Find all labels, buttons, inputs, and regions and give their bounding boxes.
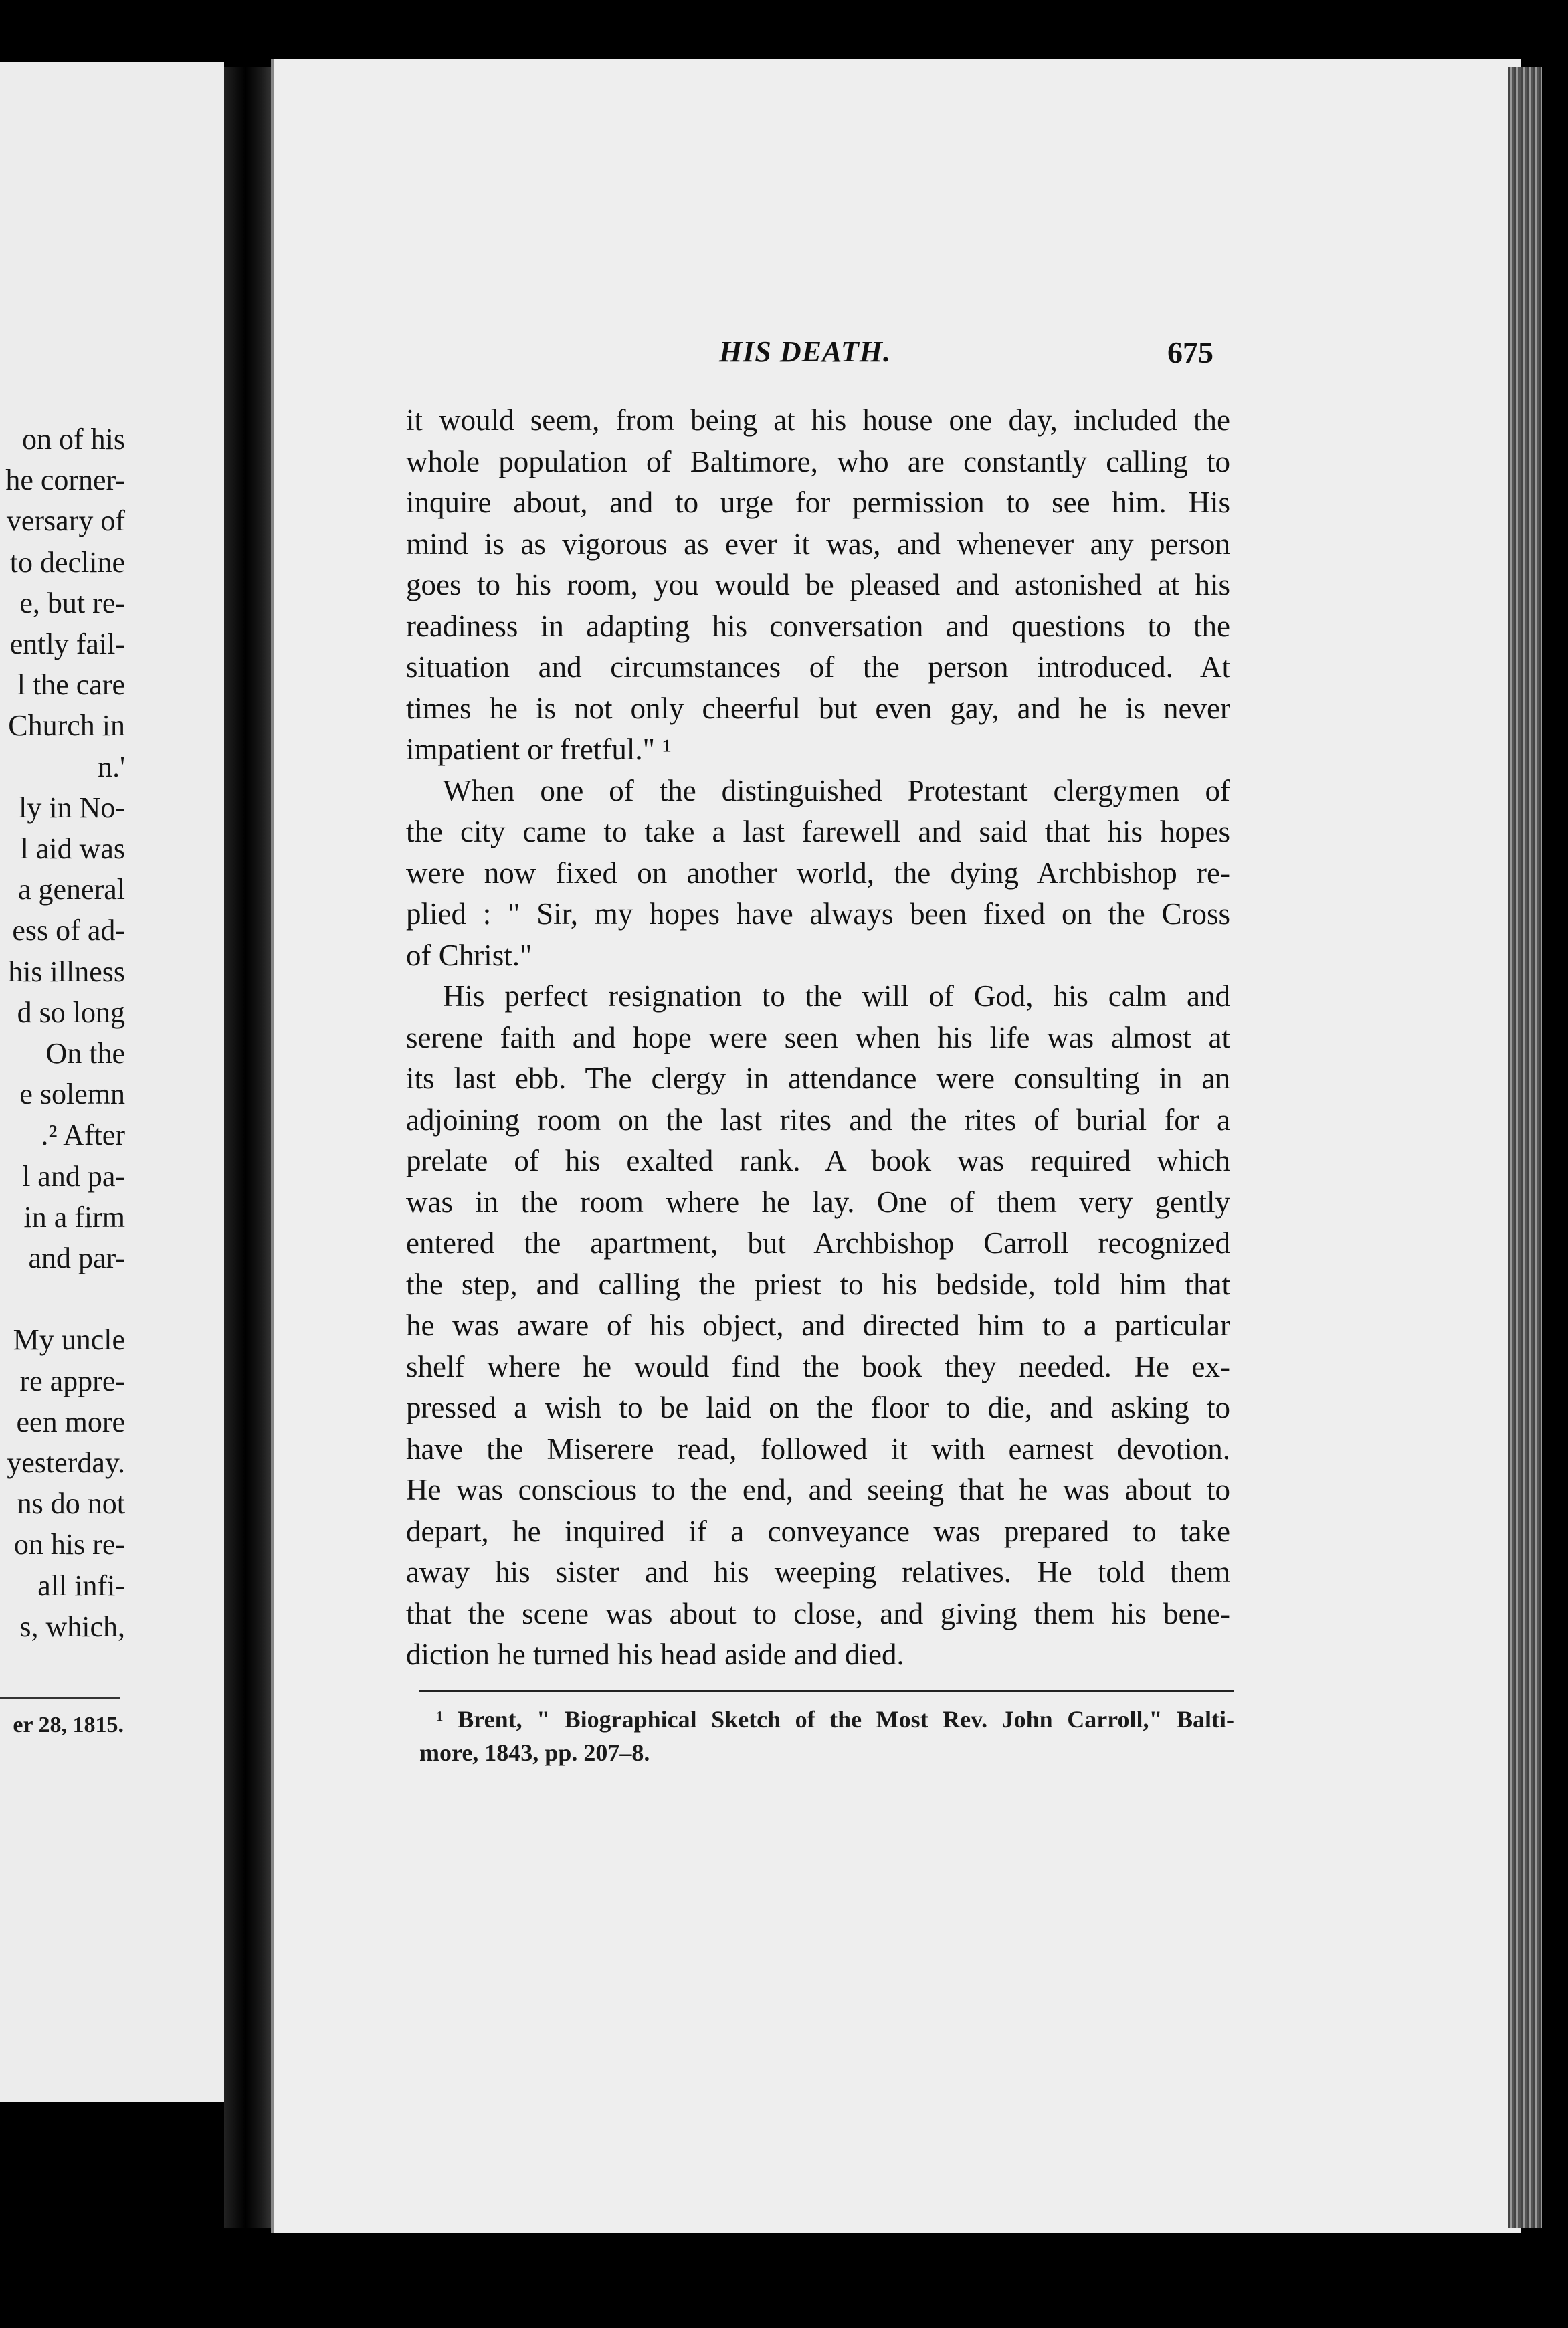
body-text	[406, 400, 1230, 1676]
left-page-line: s, which,	[19, 1610, 125, 1643]
left-page	[0, 62, 224, 2102]
running-title: HIS DEATH.	[719, 335, 891, 368]
text-line: away his sister and his weeping relatives. He told them	[406, 1555, 1230, 1589]
left-page-line: a general	[18, 873, 125, 906]
text-line: adjoining room on the last rites and the rites of burial for a	[406, 1102, 1230, 1137]
footnote-line: ¹ Brent, " Biographical Sketch of the Most Rev. John Carroll," Balti-	[436, 1706, 1234, 1733]
text-line: plied : " Sir, my hopes have always been fixed on the Cross	[406, 897, 1230, 931]
paragraph	[406, 771, 1230, 977]
footnote-rule	[419, 1690, 1234, 1692]
text-line: of Christ."	[406, 938, 532, 972]
text-line: was in the room where he lay. One of them very gently	[406, 1185, 1230, 1219]
left-page-line: l aid was	[20, 832, 125, 865]
text-line: serene faith and hope were seen when his life was almost at	[406, 1020, 1230, 1054]
footnote-line: more, 1843, pp. 207–8.	[419, 1739, 650, 1766]
text-line: have the Miserere read, followed it with earnest devotion.	[406, 1432, 1230, 1466]
left-page-line: ently fail-	[9, 627, 125, 660]
left-page-line: Church in	[8, 709, 125, 743]
text-line: inquire about, and to urge for permission to see him. His	[406, 486, 1230, 519]
text-line: mind is as vigorous as ever it was, and whenever any person	[406, 526, 1230, 561]
page-number: 675	[1167, 335, 1213, 369]
text-line: prelate of his exalted rank. A book was required which	[406, 1144, 1230, 1177]
text-line: times he is not only cheerful but even gay, and he is never	[406, 691, 1230, 725]
left-page-line: .² After	[41, 1119, 125, 1152]
paragraph	[406, 976, 1230, 1676]
text-line: shelf where he would find the book they needed. He ex-	[406, 1349, 1230, 1383]
left-footnote-rule	[0, 1697, 120, 1699]
text-line: pressed a wish to be laid on the floor to die, and asking to	[406, 1391, 1230, 1424]
left-page-line: and par-	[28, 1242, 125, 1274]
book-gutter	[224, 67, 278, 2228]
left-page-line: e solemn	[19, 1078, 125, 1111]
left-page-line: On the	[45, 1037, 125, 1070]
left-page-line: he corner-	[5, 464, 125, 497]
text-line: it would seem, from being at his house one day, included the	[406, 403, 1230, 437]
text-line: His perfect resignation to the will of God, his calm and	[443, 979, 1230, 1013]
text-line: goes to his room, you would be pleased and astonished at his	[406, 568, 1230, 601]
left-page-line: e, but re-	[19, 586, 125, 619]
left-page-line: his illness	[8, 955, 125, 988]
text-line: He was conscious to the end, and seeing that he was about to	[406, 1473, 1230, 1507]
left-page-line: een more	[16, 1405, 125, 1438]
left-page-line: yesterday.	[7, 1446, 125, 1479]
left-page-line: on his re-	[13, 1528, 125, 1561]
text-line: diction he turned his head aside and died.	[406, 1638, 904, 1671]
left-page-line: n.'	[98, 750, 125, 783]
left-page-line: d so long	[17, 995, 125, 1029]
text-line: impatient or fretful." ¹	[406, 733, 672, 766]
left-page-line: on of his	[22, 423, 125, 456]
left-page-line: re appre-	[19, 1364, 125, 1397]
left-page-line: all infi-	[37, 1569, 125, 1602]
left-page-line: ns do not	[17, 1487, 125, 1521]
text-line: that the scene was about to close, and giving them his bene-	[406, 1596, 1230, 1630]
text-line: depart, he inquired if a conveyance was prepared to take	[406, 1514, 1230, 1548]
left-page-line: versary of	[6, 504, 125, 538]
left-page-footnote: er 28, 1815.	[13, 1713, 124, 1737]
paragraph	[406, 400, 1230, 771]
left-page-line: in a firm	[23, 1200, 125, 1234]
text-line: the step, and calling the priest to his bedside, told him that	[406, 1267, 1230, 1301]
text-line: were now fixed on another world, the dying Archbishop re-	[406, 856, 1230, 890]
page-edge	[1508, 67, 1542, 2228]
left-page-line: l the care	[17, 668, 125, 702]
footnote	[419, 1703, 1234, 1769]
left-page-line: My uncle	[13, 1323, 125, 1357]
text-line: When one of the distinguished Protestant clergymen of	[443, 773, 1230, 807]
text-line: he was aware of his object, and directed him to a particular	[406, 1308, 1230, 1342]
text-line: the city came to take a last farewell and said that his hopes	[406, 815, 1230, 848]
left-page-line: ly in No-	[19, 791, 125, 824]
left-page-line: to decline	[9, 545, 125, 579]
text-line: whole population of Baltimore, who are constantly calling to	[406, 444, 1230, 478]
left-page-line: l and pa-	[22, 1159, 125, 1193]
text-line: its last ebb. The clergy in attendance were consulting in an	[406, 1062, 1230, 1095]
text-line: entered the apartment, but Archbishop Carroll recognized	[406, 1226, 1230, 1260]
left-page-line: ess of ad-	[12, 914, 125, 947]
text-line: readiness in adapting his conversation and questions to the	[406, 609, 1230, 643]
text-line: situation and circumstances of the person introduced. At	[406, 650, 1230, 684]
